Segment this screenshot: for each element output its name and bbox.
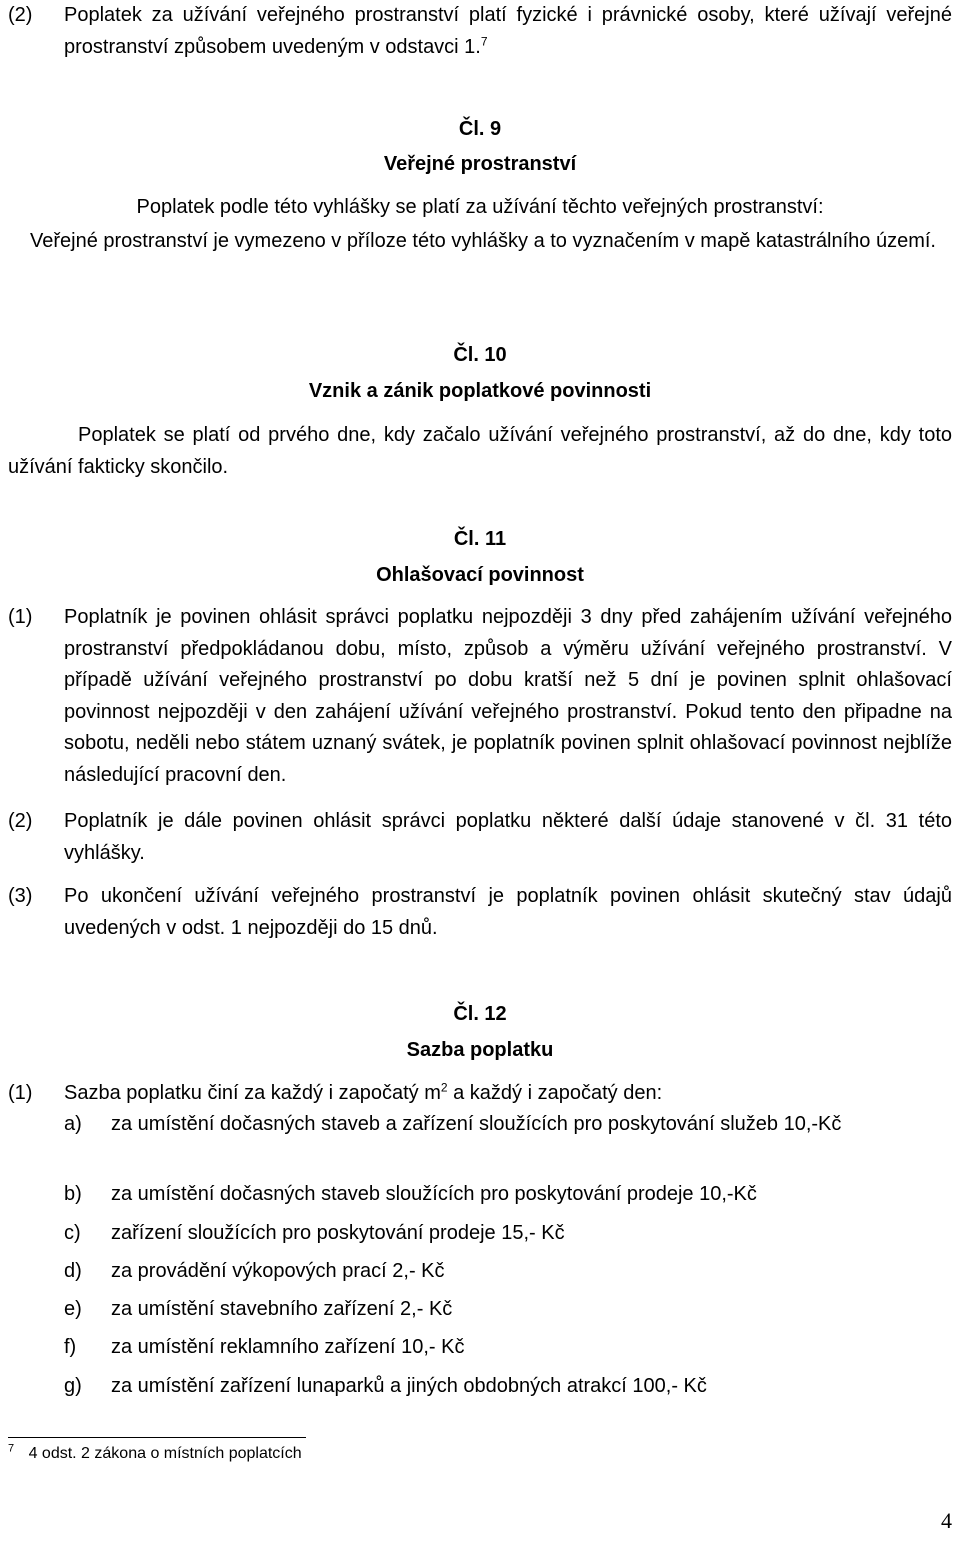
item-letter: c): [64, 1222, 81, 1244]
article-10-text: [8, 420, 952, 483]
article-10-label: Čl. 10: [453, 344, 507, 366]
paragraph-text: Sazba poplatku činí za každý i započatý m: [64, 1082, 441, 1104]
article-11-item-2: [8, 806, 952, 869]
paragraph-number: (3): [8, 885, 33, 907]
item-text: za umístění stavebního zařízení 2,- Kč: [111, 1298, 453, 1320]
footnote-text: 4 odst. 2 zákona o místních poplatcích: [28, 1445, 302, 1462]
item-text: zařízení sloužících pro poskytování prodeje 15,- Kč: [111, 1222, 565, 1244]
rate-item-a: [64, 1109, 950, 1141]
paragraph-number: (2): [8, 810, 33, 832]
paragraph-number: (1): [8, 1082, 33, 1104]
article-9-text-1: Poplatek podle této vyhlášky se platí za užívání těchto veřejných prostranství:: [136, 196, 824, 218]
paragraph-text: Poplatník je dále povinen ohlásit správci poplatku některé další údaje stanovené v čl. 31 této vyhlášky.: [64, 810, 952, 864]
footnote-separator: [8, 1437, 306, 1438]
paragraph-text-rest: a každý i započatý den:: [447, 1082, 663, 1104]
item-text: za umístění dočasných staveb a zařízení sloužících pro poskytování služeb 10,-Kč: [111, 1113, 842, 1135]
paragraph-2-top: [8, 0, 952, 63]
paragraph-text: Poplatník je povinen ohlásit správci poplatku nejpozději 3 dny před zahájením užívání veřejného prostranství předpokládanou dobu, místo, způsob a výměru užívání veřejného prostranství. V případě užívání veřejného prostranství po dobu kratší než 5 dní je povinen splnit ohlašovací povinnost nejpozději v den zahájení užívání veřejného prostranství. Pokud tento den připadne na sobotu, neděli nebo státem uznaný svátek, je poplatník povinen splnit ohlašovací povinnost nejblíže následující pracovní den.: [64, 606, 952, 786]
article-12-item-1: [8, 1078, 952, 1110]
article-9-text-2: [8, 226, 952, 258]
item-letter: g): [64, 1375, 82, 1397]
paragraph-text: Po ukončení užívání veřejného prostranství je poplatník povinen ohlásit skutečný stav údajů uvedených v odst. 1 nejpozději do 15 dnů.: [64, 885, 952, 939]
article-11-title: Ohlašovací povinnost: [376, 564, 584, 586]
footnote-ref: 7: [480, 33, 488, 48]
article-12-title: Sazba poplatku: [406, 1039, 554, 1061]
article-9-label: Čl. 9: [458, 118, 502, 140]
item-text: za umístění zařízení lunaparků a jiných obdobných atrakcí 100,- Kč: [111, 1375, 707, 1397]
item-letter: d): [64, 1260, 82, 1282]
paragraph-text: Poplatek za užívání veřejného prostranství platí fyzické i právnické osoby, které užívají veřejné prostranství způsobem uvedeným v odstavci 1.: [64, 4, 952, 58]
rate-item-b: [64, 1179, 950, 1211]
item-text: za umístění reklamního zařízení 10,- Kč: [111, 1336, 465, 1358]
item-text: za provádění výkopových prací 2,- Kč: [111, 1260, 445, 1282]
item-letter: e): [64, 1298, 82, 1320]
article-11-item-1: [8, 602, 952, 791]
rate-item-c: [64, 1218, 950, 1250]
item-letter: a): [64, 1113, 82, 1135]
footnote-number: 7: [8, 1442, 15, 1455]
article-11-item-3: [8, 881, 952, 944]
rate-item-e: [64, 1294, 950, 1326]
article-10-title: Vznik a zánik poplatkové povinnosti: [308, 380, 652, 402]
paragraph-text: Veřejné prostranství je vymezeno v příloze této vyhlášky a to vyznačením v mapě katastrálního území.: [30, 230, 936, 252]
page-number: 4: [941, 1508, 952, 1533]
paragraph-number: (2): [8, 4, 33, 26]
paragraph-number: (1): [8, 606, 33, 628]
footnote: [8, 1444, 302, 1464]
article-12-label: Čl. 12: [453, 1003, 507, 1025]
rate-item-g: [64, 1371, 950, 1403]
article-9-title: Veřejné prostranství: [383, 153, 577, 175]
rate-item-d: [64, 1256, 950, 1288]
item-letter: b): [64, 1183, 82, 1205]
item-letter: f): [64, 1336, 77, 1358]
superscript: 2: [440, 1080, 448, 1095]
item-text: za umístění dočasných staveb sloužících pro poskytování prodeje 10,-Kč: [111, 1183, 757, 1205]
paragraph-text: Poplatek se platí od prvého dne, kdy začalo užívání veřejného prostranství, až do dne, kdy toto užívání fakticky skončilo.: [8, 424, 952, 478]
rate-item-f: [64, 1332, 950, 1364]
article-11-label: Čl. 11: [453, 528, 507, 550]
